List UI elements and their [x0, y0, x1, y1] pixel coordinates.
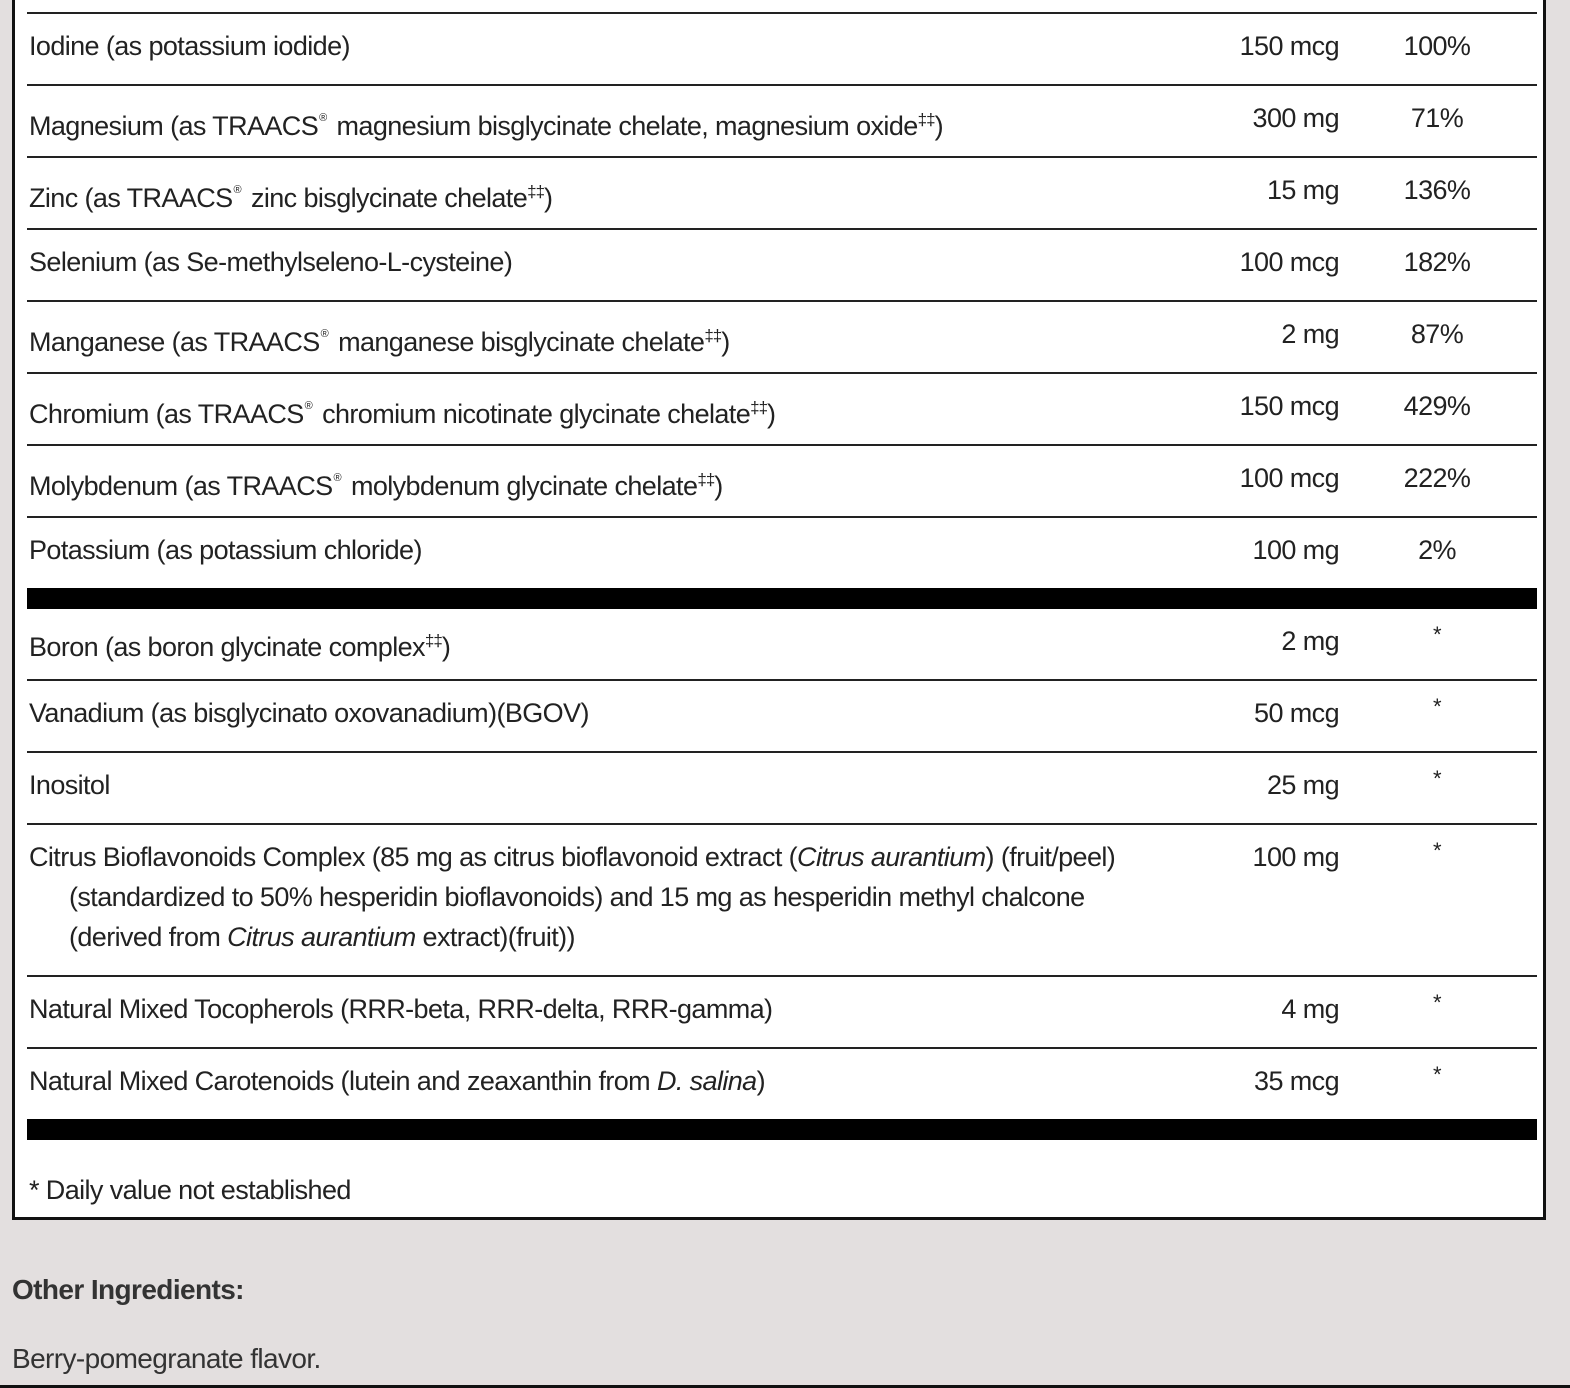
ingredient-name: Zinc (as TRAACS® zinc bisglycinate chelate‡‡): [29, 182, 553, 213]
ingredient-name: Citrus Bioflavonoids Complex (85 mg as citrus bioflavonoid extract (Citrus aurantium) (fruit/peel) (standardized to 50% hesperidin bioflavonoids) and 15 mg as hesperidin methyl chalcone (derived from Citrus aurantium extract)(fruit)): [29, 842, 1116, 952]
ingredient-name: Chromium (as TRAACS® chromium nicotinate glycinate chelate‡‡): [29, 398, 776, 429]
daily-value: 87%: [1410, 319, 1464, 349]
ingredient-name: Natural Mixed Carotenoids (lutein and zeaxanthin from D. salina): [29, 1066, 766, 1096]
daily-value: 2%: [1418, 535, 1456, 565]
table-row: [27, 518, 1537, 588]
ingredient-amount: 100 mcg: [1239, 247, 1339, 277]
table-row: [27, 753, 1537, 825]
daily-value: 136%: [1403, 175, 1471, 205]
ingredient-amount: 150 mcg: [1239, 31, 1339, 61]
ingredient-amount: 2 mg: [1281, 626, 1339, 656]
daily-value: 100%: [1403, 31, 1471, 61]
ingredient-name: Inositol: [29, 770, 110, 800]
daily-value: 71%: [1410, 103, 1464, 133]
table-row: [27, 825, 1537, 977]
ingredient-name: Iodine (as potassium iodide): [29, 31, 350, 61]
top-rule: [27, 0, 1537, 14]
table-row: [27, 1049, 1537, 1119]
table-row: [27, 158, 1537, 230]
ingredient-amount: 100 mg: [1252, 842, 1339, 872]
ingredient-name: Selenium (as Se-methylseleno-L-cysteine): [29, 247, 513, 277]
daily-value: 182%: [1403, 247, 1471, 277]
ingredient-amount: 4 mg: [1281, 994, 1339, 1024]
ingredient-name: Manganese (as TRAACS® manganese bisglycinate chelate‡‡): [29, 326, 730, 357]
section-divider-bar: [27, 1119, 1537, 1140]
supplement-facts-table: [27, 0, 1537, 1210]
ingredient-name: Potassium (as potassium chloride): [29, 535, 422, 565]
daily-value: *: [1433, 990, 1441, 1015]
table-row: [27, 977, 1537, 1049]
ingredient-name: Vanadium (as bisglycinato oxovanadium)(BGOV): [29, 698, 589, 728]
table-row: [27, 374, 1537, 446]
ingredient-amount: 150 mcg: [1239, 391, 1339, 421]
ingredient-name: Boron (as boron glycinate complex‡‡): [29, 631, 451, 662]
ingredient-amount: 100 mg: [1252, 535, 1339, 565]
table-row: [27, 302, 1537, 374]
daily-value: *: [1433, 1062, 1441, 1087]
daily-value: 222%: [1403, 463, 1471, 493]
ingredient-name: Magnesium (as TRAACS® magnesium bisglycinate chelate, magnesium oxide‡‡): [29, 110, 943, 141]
ingredient-amount: 50 mcg: [1254, 698, 1339, 728]
ingredient-name: Natural Mixed Tocopherols (RRR-beta, RRR-delta, RRR-gamma): [29, 994, 773, 1024]
table-row: [27, 86, 1537, 158]
other-ingredients-text: Berry-pomegranate flavor.: [12, 1343, 321, 1374]
table-row: [27, 609, 1537, 681]
daily-value: *: [1433, 622, 1441, 647]
supplement-facts-panel: [12, 0, 1546, 1220]
daily-value: *: [1433, 694, 1441, 719]
ingredient-amount: 15 mg: [1266, 175, 1339, 205]
table-row: [27, 446, 1537, 518]
ingredient-name: Molybdenum (as TRAACS® molybdenum glycinate chelate‡‡): [29, 470, 723, 501]
ingredient-amount: 2 mg: [1281, 319, 1339, 349]
daily-value: 429%: [1403, 391, 1471, 421]
ingredient-amount: 35 mcg: [1254, 1066, 1339, 1096]
table-row: [27, 230, 1537, 302]
ingredient-amount: 25 mg: [1266, 770, 1339, 800]
daily-value: *: [1433, 838, 1441, 863]
footnote: [27, 1140, 1537, 1210]
section-divider-bar: [27, 588, 1537, 609]
ingredient-amount: 100 mcg: [1239, 463, 1339, 493]
other-ingredients-heading: Other Ingredients:: [12, 1274, 244, 1305]
table-row: [27, 14, 1537, 86]
table-row: [27, 681, 1537, 753]
footnote-text: * Daily value not established: [29, 1175, 351, 1205]
daily-value: *: [1433, 766, 1441, 791]
ingredient-amount: 300 mg: [1252, 103, 1339, 133]
